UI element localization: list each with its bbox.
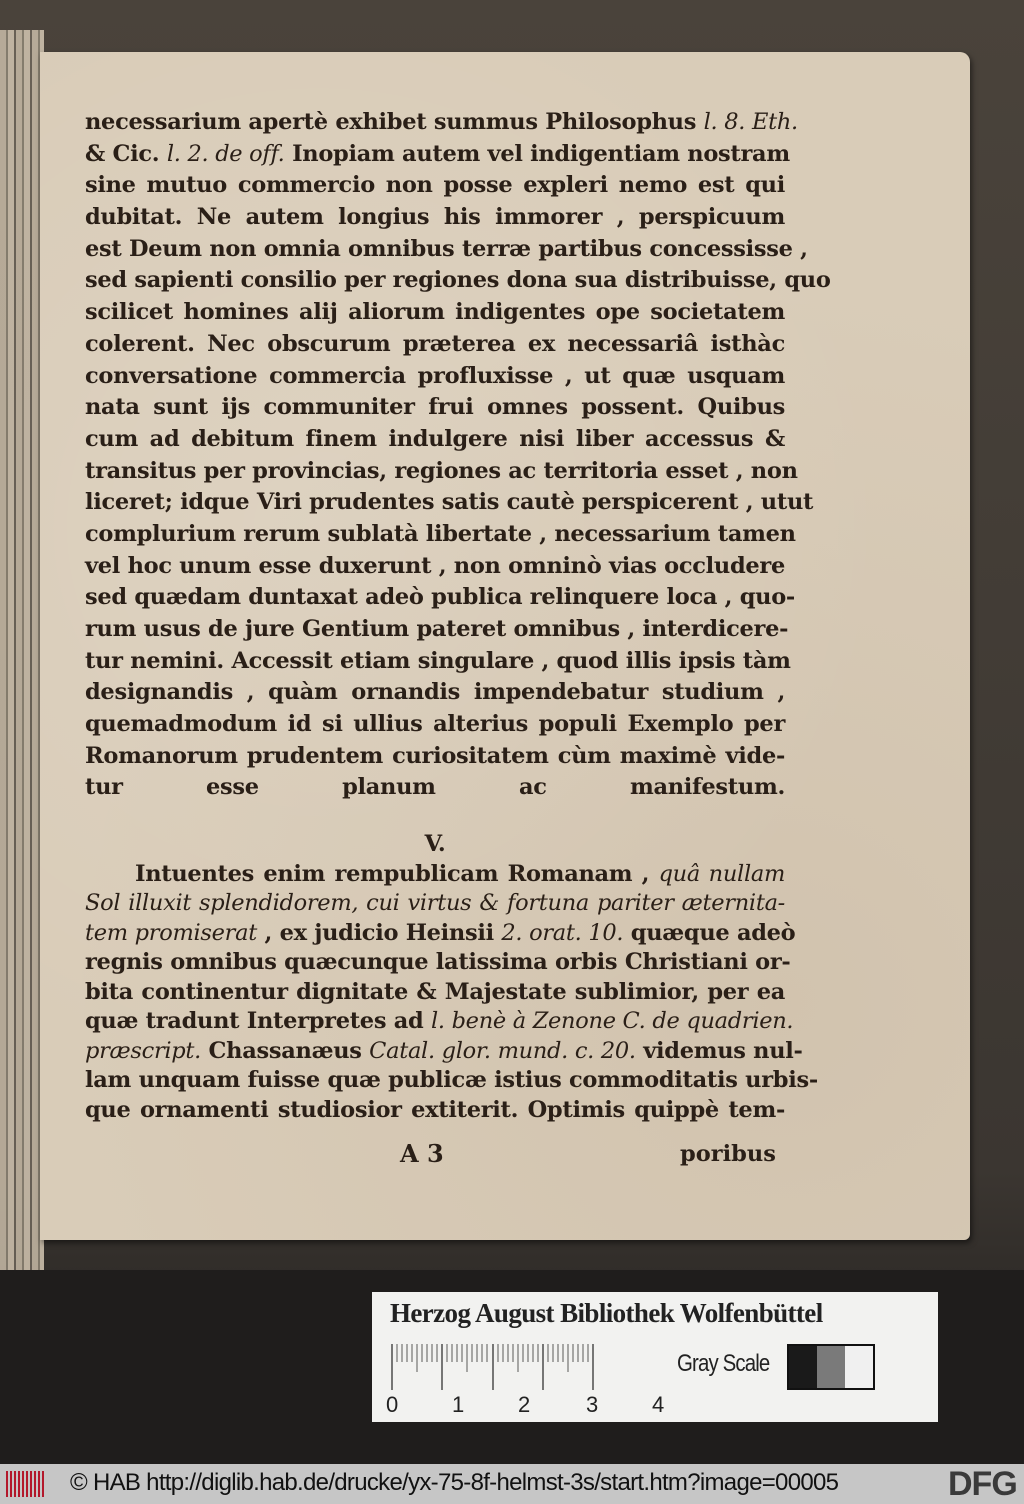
text-line	[85, 519, 796, 551]
italic-citation: tem promiserat	[85, 919, 257, 946]
catchword: poribus	[680, 1141, 776, 1167]
text-line	[85, 614, 789, 646]
text-segment: est Deum non omnia omnibus terræ partibus concessisse ,	[85, 235, 808, 262]
text-segment: & Cic.	[85, 140, 167, 167]
italic-citation: l. 2. de off.	[166, 140, 285, 167]
text-line	[85, 424, 785, 456]
text-line	[85, 392, 785, 424]
text-line	[85, 265, 831, 297]
library-color-card	[372, 1292, 938, 1422]
italic-citation: Catal. glor. mund. c. 20.	[369, 1037, 636, 1064]
text-segment: transitus per provincias, regiones ac territoria esset , non	[85, 457, 798, 484]
text-segment: lam unquam fuisse quæ publicæ istius commoditatis urbis-	[85, 1067, 818, 1093]
text-line	[85, 329, 785, 361]
ruler-number: 0	[386, 1392, 399, 1417]
text-segment: sed quædam duntaxat adeò publica relinquere loca , quo-	[85, 584, 795, 611]
library-name: Herzog August Bibliothek Wolfenbüttel	[390, 1298, 823, 1328]
text-line	[85, 646, 791, 678]
text-segment: bita continentur dignitate & Majestate sublimior, per ea	[85, 978, 785, 1005]
text-line	[85, 456, 798, 488]
italic-citation: præscript.	[85, 1037, 202, 1064]
text-segment: quemadmodum id si ullius alterius populi Exemplo per	[85, 711, 785, 738]
text-segment: rum usus de jure Gentium pateret omnibus , interdicere-	[85, 616, 789, 642]
hab-logo-icon	[6, 1471, 44, 1497]
ruler-number: 3	[586, 1392, 599, 1417]
gray-swatch-mid	[817, 1346, 845, 1388]
text-line	[85, 551, 785, 583]
text-segment: Chassanæus	[201, 1037, 370, 1064]
text-line	[85, 582, 795, 614]
text-segment: conversatione commercia profluxisse , ut quæ usquam	[85, 362, 785, 389]
text-segment: vel hoc unum esse duxerunt , non omninò vias occludere	[85, 552, 785, 579]
text-segment: quæ tradunt Interpretes ad	[85, 1008, 431, 1034]
footer-bar	[0, 1464, 1024, 1504]
gray-swatch-black	[789, 1346, 817, 1388]
text-segment: quæque adeò	[623, 919, 796, 946]
text-segment: liceret; idque Viri prudentes satis cautè perspicerent , utut	[85, 489, 814, 516]
text-line	[85, 139, 790, 171]
text-segment: que ornamenti studiosior extiterit. Optimis quippè tem-	[85, 1096, 785, 1123]
ruler-number: 1	[452, 1392, 465, 1417]
text-segment: videmus nul-	[635, 1037, 803, 1064]
copyright-url[interactable]: © HAB http://diglib.hab.de/drucke/yx-75-8f-helmst-3s/start.htm?image=00005	[70, 1469, 839, 1496]
text-line	[85, 978, 785, 1008]
text-line	[85, 107, 798, 139]
text-segment: Inopiam autem vel indigentiam nostram	[284, 140, 790, 167]
text-line	[85, 1037, 803, 1067]
text-line	[85, 1096, 785, 1126]
text-line	[85, 889, 785, 919]
gray-swatch-white	[845, 1346, 873, 1388]
text-line	[85, 487, 814, 519]
text-line	[85, 297, 785, 329]
text-segment: necessarium apertè exhibet summus Philosophus	[85, 109, 704, 135]
text-line	[85, 234, 808, 266]
text-segment: Romanorum prudentem curiositatem cùm maximè vide-	[85, 742, 785, 769]
paragraph-block-2	[85, 830, 818, 1125]
ruler-scale	[390, 1344, 594, 1392]
text-line	[85, 741, 785, 773]
text-segment: sed sapienti consilio per regiones dona sua distribuisse, quo	[85, 267, 831, 294]
ruler-number: 4	[652, 1392, 665, 1417]
text-segment: designandis , quàm ornandis impendebatur studium ,	[85, 679, 785, 706]
text-segment: dubitat. Ne autem longius his immorer , perspicuum	[85, 204, 785, 231]
text-segment: tur esse planum ac manifestum.	[85, 774, 785, 801]
text-segment: nata sunt ijs communiter frui omnes possent. Quibus	[85, 394, 785, 421]
text-line	[85, 361, 785, 393]
text-line	[85, 919, 796, 949]
text-line	[85, 772, 785, 804]
dfg-logo: DFG	[948, 1465, 1017, 1503]
signature-mark: A 3	[400, 1139, 444, 1168]
text-line	[85, 948, 791, 978]
paragraph-block-1	[85, 107, 831, 804]
text-segment: colerent. Nec obscurum præterea ex necessariâ isthàc	[85, 330, 785, 357]
text-line	[85, 1066, 818, 1096]
text-segment: regnis omnibus quæcunque latissima orbis Christiani or-	[85, 949, 791, 975]
text-line	[85, 677, 785, 709]
text-segment: sine mutuo commercio non posse expleri nemo est qui	[85, 172, 785, 199]
section-number: V.	[424, 831, 446, 857]
gray-scale-swatches	[787, 1344, 875, 1390]
text-segment: , ex judicio Heinsii	[256, 919, 502, 946]
italic-citation: l. 8. Eth.	[703, 109, 798, 135]
text-segment: cum ad debitum finem indulgere nisi liber accessus &	[85, 425, 785, 452]
gray-scale-label: Gray Scale	[677, 1350, 770, 1377]
adjacent-page-edges	[0, 30, 44, 1270]
text-segment: Intuentes enim rempublicam Romanam ,	[135, 860, 659, 887]
text-line	[85, 1007, 794, 1037]
italic-citation: quâ nullam	[658, 860, 785, 887]
italic-citation: Sol illuxit splendidorem, cui virtus & fortuna pariter æternita-	[85, 890, 785, 916]
text-line	[85, 170, 785, 202]
text-line	[85, 860, 785, 890]
text-segment: scilicet homines alij aliorum indigentes ope societatem	[85, 299, 785, 326]
text-line	[85, 202, 785, 234]
italic-citation: 2. orat. 10.	[501, 919, 624, 946]
text-segment: tur nemini. Accessit etiam singulare , quod illis ipsis tàm	[85, 647, 791, 674]
text-segment: complurium rerum sublatà libertate , necessarium tamen	[85, 520, 796, 547]
italic-citation: l. benè à Zenone C. de quadrien.	[430, 1008, 794, 1034]
ruler-number: 2	[518, 1392, 531, 1417]
text-line	[85, 709, 785, 741]
